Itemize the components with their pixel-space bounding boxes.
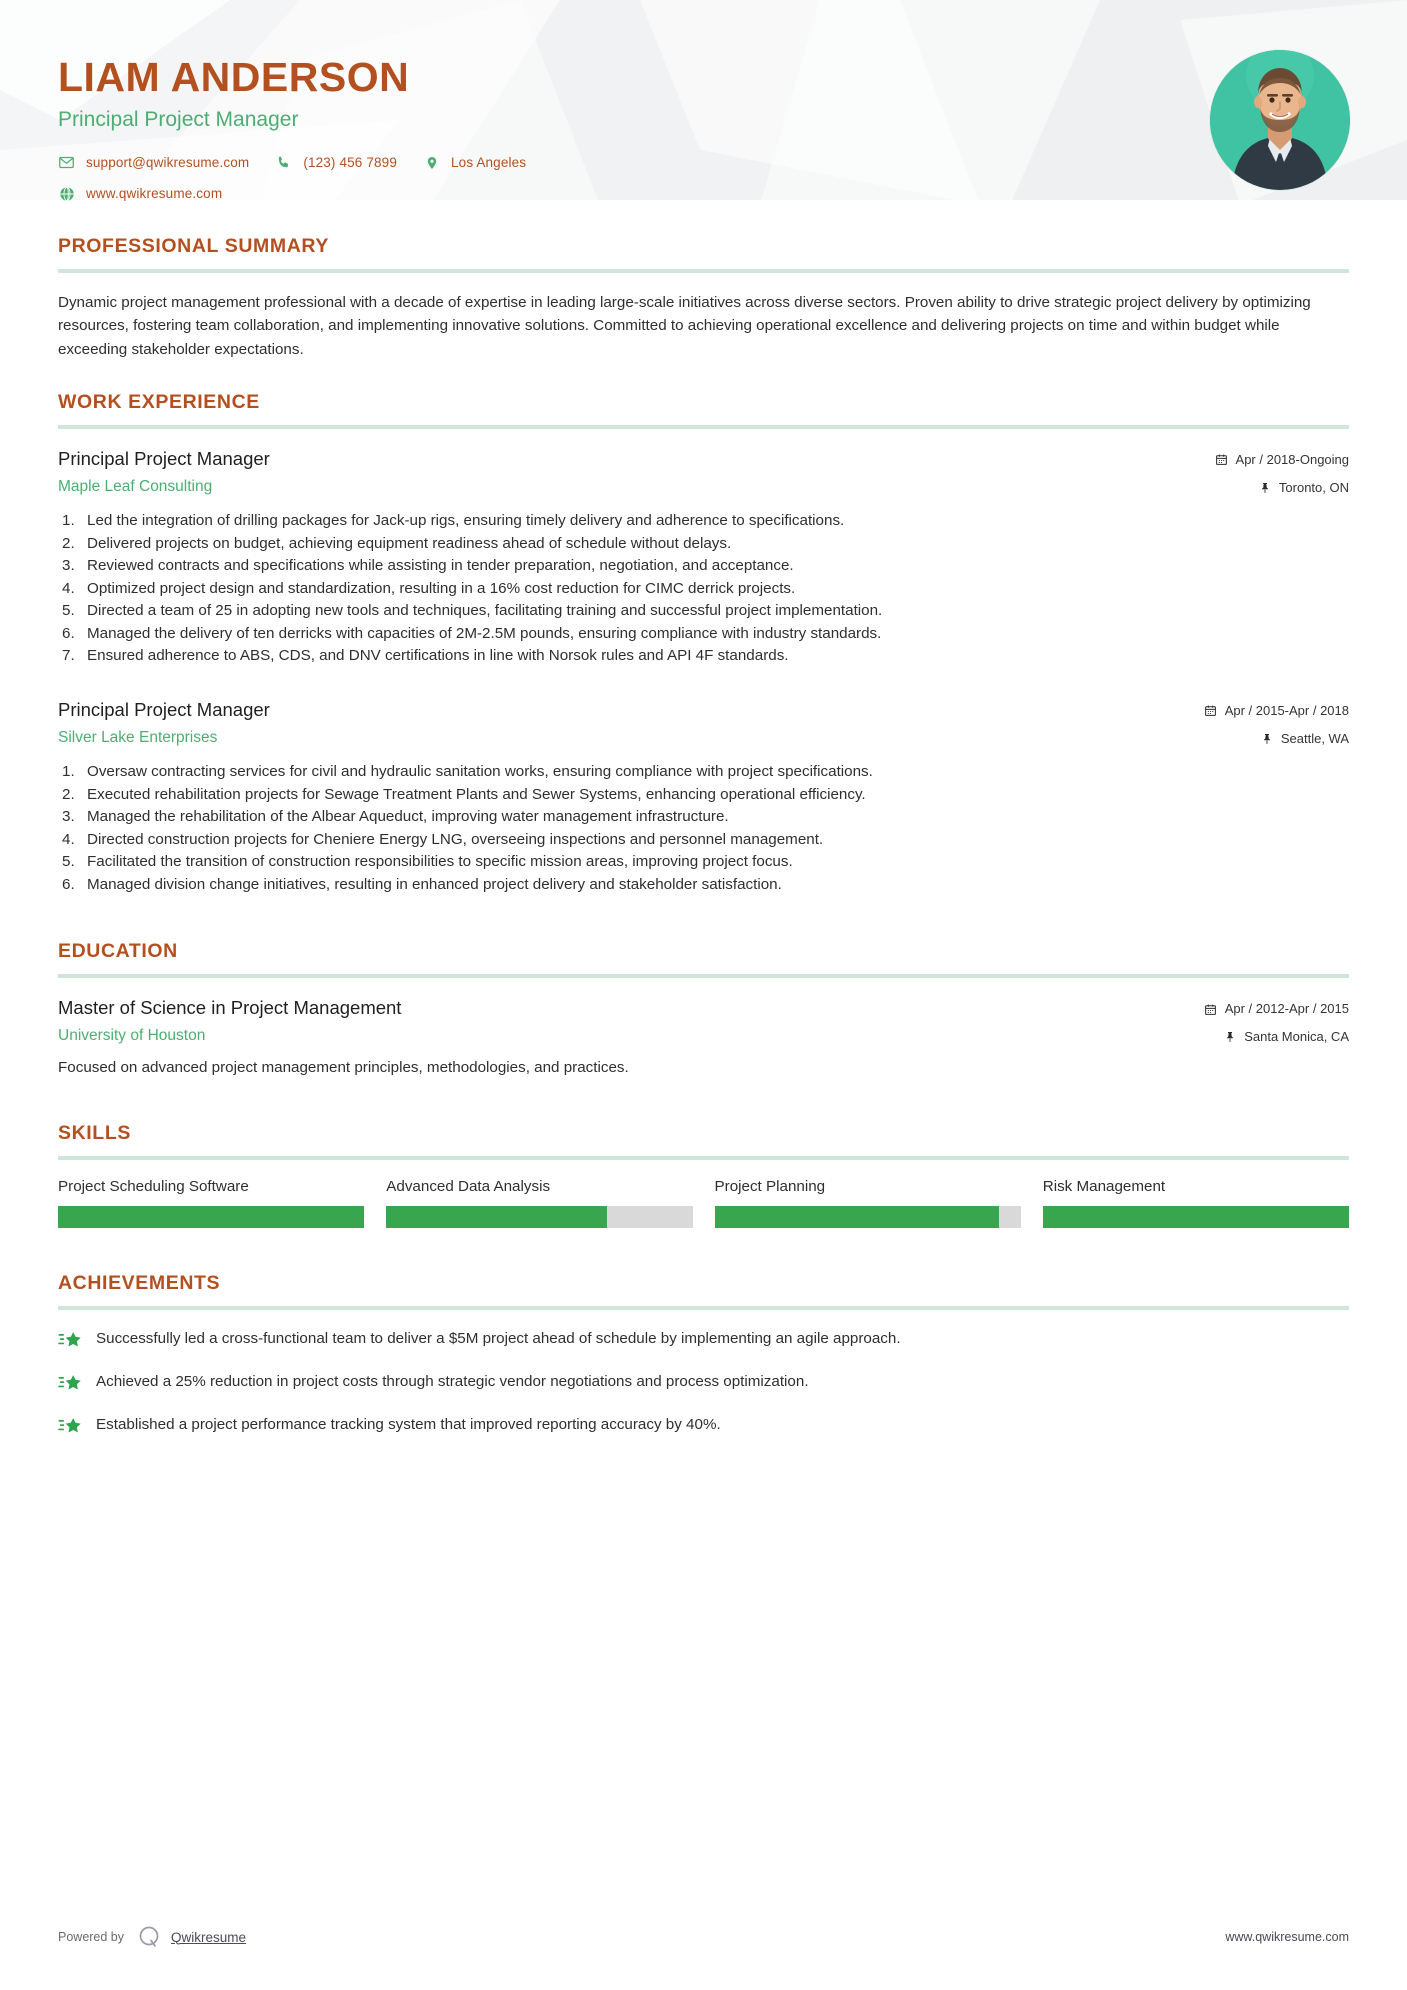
job-location [1215,479,1349,497]
skills-grid [58,1178,1349,1228]
resume-body [0,235,1407,1439]
location-pin-icon [423,154,440,171]
job-location-text: Toronto, ON [1278,479,1349,495]
skill-item [386,1178,692,1228]
section-title-summary: PROFESSIONAL SUMMARY [58,235,329,257]
qwikresume-link[interactable]: Qwikresume [171,1929,247,1945]
job-location-text: Seattle, WA [1280,730,1349,746]
experience-entry-header [58,698,1349,748]
skill-progress-fill [1043,1206,1349,1228]
summary-text: Dynamic project management professional with a decade of expertise in leading large-scale initiatives across diverse sectors. Proven ability to drive strategic project delivery by optimizing resources, fostering team collaboration, and implementing innovative solutions. Committed to achieving operational excellence and delivering projects on time and within budget while exceeding stakeholder expectations. [58,294,1311,358]
school-name: University of Houston [58,1027,206,1045]
job-bullet: Managed the delivery of ten derricks with capacities of 2M-2.5M pounds, ensuring compliance with industry standards. [87,624,882,642]
section-work-experience [58,391,1349,896]
job-bullet: Reviewed contracts and specifications while assisting in tender preparation, negotiation, and acceptance. [87,557,794,575]
avatar [1210,50,1350,190]
education-date [1204,1000,1349,1018]
powered-by-block [58,1924,246,1950]
job-date-text: Apr / 2018-Ongoing [1235,451,1349,467]
contact-row-primary [58,154,1349,171]
shooting-star-icon [58,1415,82,1439]
education-entry-header [58,996,1349,1046]
job-date [1215,451,1349,469]
achievement-text: Achieved a 25% reduction in project costs through strategic vendor negotiations and process optimization. [96,1372,809,1390]
achievement-item [58,1328,1349,1353]
section-divider [58,1156,1349,1160]
experience-entry-header [58,447,1349,497]
contact-row-secondary [58,185,1349,202]
experience-entry-left [58,447,1215,496]
calendar-icon [1204,704,1218,718]
skill-label: Project Planning [714,1177,826,1195]
job-date [1204,702,1349,720]
achievement-text: Established a project performance tracking system that improved reporting accuracy by 40%. [96,1415,721,1433]
achievement-item [58,1371,1349,1396]
experience-entry-left [58,698,1204,747]
section-education [58,940,1349,1080]
section-title-achievements: ACHIEVEMENTS [58,1271,221,1294]
globe-icon [58,185,75,202]
contact-phone-text: (123) 456 7899 [303,155,397,171]
contact-email[interactable] [58,154,249,171]
candidate-role: Principal Project Manager [58,108,299,132]
skill-progress-fill [715,1206,1000,1228]
job-bullet: Ensured adherence to ABS, CDS, and DNV certifications in line with Norsok rules and API 4F standards. [87,647,789,665]
section-title-skills: SKILLS [58,1121,131,1144]
experience-entry-meta [1204,698,1349,748]
pushpin-icon [1260,732,1274,746]
section-skills [58,1122,1349,1228]
skill-label: Risk Management [1042,1177,1166,1195]
job-bullet: Facilitated the transition of construction responsibilities to specific mission areas, improving project focus. [87,853,793,870]
section-divider [58,1306,1349,1310]
job-bullet: Optimized project design and standardization, resulting in a 16% cost reduction for CIMC derrick projects. [87,579,796,597]
section-title-experience: WORK EXPERIENCE [58,390,260,413]
achievement-text: Successfully led a cross-functional team to deliver a $5M project ahead of schedule by implementing an agile approach. [96,1329,901,1347]
contact-info [58,154,1349,202]
section-divider [58,425,1349,429]
job-bullet: Oversaw contracting services for civil and hydraulic sanitation works, ensuring compliance with project specifications. [87,763,873,780]
calendar-icon [1204,1002,1218,1016]
footer-url[interactable]: www.qwikresume.com [1225,1930,1349,1944]
experience-entry [58,447,1349,668]
education-entry [58,996,1349,1080]
section-professional-summary [58,235,1349,361]
contact-website[interactable] [58,185,222,202]
job-title: Principal Project Manager [58,447,270,469]
skill-item [1043,1178,1349,1228]
job-date-text: Apr / 2015-Apr / 2018 [1224,702,1349,718]
pushpin-icon [1223,1030,1237,1044]
job-bullet: Led the integration of drilling packages for Jack-up rigs, ensuring timely delivery and adherence to specifications. [87,512,845,530]
skill-item [58,1178,364,1228]
company-name: Silver Lake Enterprises [58,728,218,746]
education-location [1204,1028,1349,1046]
job-bullet: Directed a team of 25 in adopting new tools and techniques, facilitating training and successful project implementation. [87,602,883,620]
contact-email-text: support@qwikresume.com [86,155,250,171]
candidate-name: LIAM ANDERSON [58,54,410,100]
education-date-text: Apr / 2012-Apr / 2015 [1224,1001,1349,1016]
shooting-star-icon [58,1329,82,1353]
section-title-education: EDUCATION [58,940,178,962]
skill-progress-track [715,1206,1021,1228]
skill-progress-fill [58,1206,364,1228]
education-description: Focused on advanced project management principles, methodologies, and practices. [58,1059,629,1077]
job-location [1204,730,1349,748]
experience-entry [58,698,1349,896]
experience-entry-meta [1215,447,1349,497]
skill-label: Advanced Data Analysis [386,1177,551,1195]
job-bullet-list [58,761,1349,896]
job-title: Principal Project Manager [58,698,270,720]
skill-progress-track [58,1206,364,1228]
job-bullet: Managed division change initiatives, resulting in enhanced project delivery and stakeholder satisfaction. [87,875,782,893]
calendar-icon [1215,453,1229,467]
job-bullet: Executed rehabilitation projects for Sewage Treatment Plants and Sewer Systems, enhancing operational efficiency. [87,785,866,803]
envelope-icon [58,154,75,171]
page-footer [58,1924,1349,1950]
phone-icon [275,154,292,171]
contact-location [423,154,526,171]
contact-location-text: Los Angeles [451,155,527,171]
company-name: Maple Leaf Consulting [58,477,213,495]
job-bullet: Managed the rehabilitation of the Albear Aqueduct, improving water management infrastructure. [87,808,729,825]
skill-progress-track [1043,1206,1349,1228]
achievements-list [58,1328,1349,1439]
shooting-star-icon [58,1372,82,1396]
resume-header [0,0,1407,205]
achievement-item [58,1414,1349,1439]
section-achievements [58,1272,1349,1439]
education-location-text: Santa Monica, CA [1244,1029,1349,1045]
job-bullet-list [58,510,1349,668]
education-entry-meta [1204,996,1349,1046]
job-bullet: Delivered projects on budget, achieving equipment readiness ahead of schedule without delays. [87,534,732,552]
skill-progress-track [386,1206,692,1228]
skill-item [715,1178,1021,1228]
job-bullet: Directed construction projects for Cheniere Energy LNG, overseeing inspections and personnel management. [87,830,824,848]
degree-title: Master of Science in Project Management [58,997,402,1018]
contact-website-text: www.qwikresume.com [86,186,223,202]
section-divider [58,269,1349,273]
education-entry-left [58,996,1204,1045]
qwikresume-logo-icon [136,1924,162,1950]
powered-by-label: Powered by [58,1930,125,1944]
contact-phone[interactable] [275,154,397,171]
skill-progress-fill [386,1206,607,1228]
skill-label: Project Scheduling Software [58,1177,249,1195]
pushpin-icon [1258,481,1272,495]
section-divider [58,974,1349,978]
